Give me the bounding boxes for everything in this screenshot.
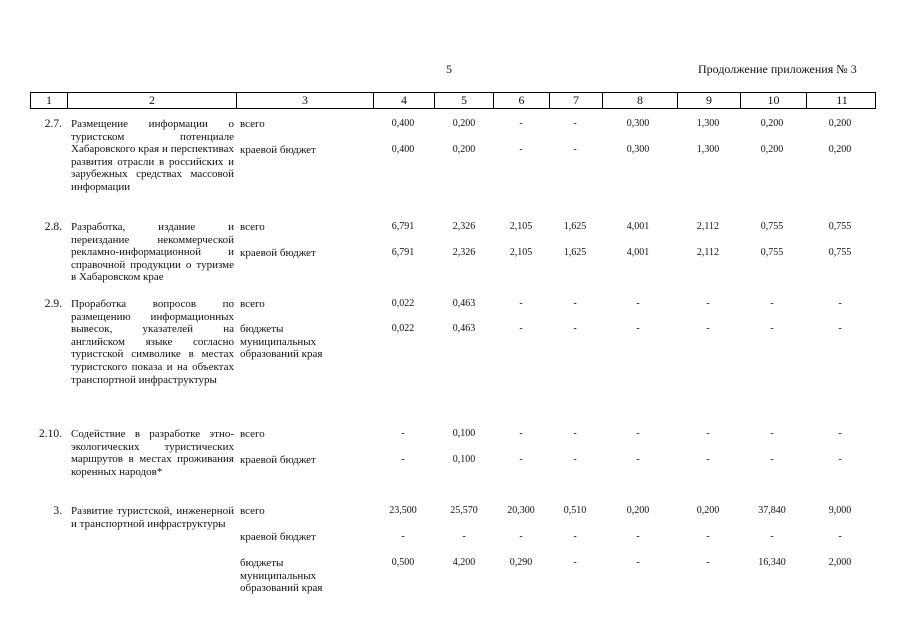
value-cell: 4,200 <box>452 557 476 568</box>
column-header-9: 9 <box>678 93 741 108</box>
value-cell: 2,112 <box>696 247 720 258</box>
continuation-title: Продолжение приложения № 3 <box>698 62 857 76</box>
value-cell: - <box>573 323 577 334</box>
value-cell: 2,105 <box>509 247 533 258</box>
row-description: Размещение информации о туристском потенциале Хабаровского края и перспективах развития отрасли в российских и зарубежных средствах массовой информации <box>71 118 234 193</box>
value-cell: 25,570 <box>450 505 478 516</box>
value-cell: - <box>636 298 640 309</box>
value-cell: - <box>706 298 710 309</box>
funding-source: краевой бюджет <box>240 247 316 259</box>
value-cell: 0,200 <box>626 505 650 516</box>
row-number: 2.7. <box>44 118 62 130</box>
value-cell: 0,200 <box>452 144 476 155</box>
value-cell: 0,100 <box>452 454 476 465</box>
value-cell: - <box>838 298 842 309</box>
row-number: 3. <box>53 505 62 517</box>
value-cell: - <box>636 428 640 439</box>
value-cell: - <box>401 454 405 465</box>
value-cell: 2,326 <box>452 247 476 258</box>
column-header-8: 8 <box>603 93 678 108</box>
funding-source: всего <box>240 428 265 440</box>
value-cell: - <box>519 298 523 309</box>
row-description: Развитие туристской, инженерной и транспортной инфраструктуры <box>71 505 234 530</box>
value-cell: 4,001 <box>626 247 650 258</box>
value-cell: - <box>573 118 577 129</box>
value-cell: 1,300 <box>696 118 720 129</box>
value-cell: - <box>519 323 523 334</box>
funding-source: всего <box>240 221 265 233</box>
value-cell: - <box>770 531 774 542</box>
value-cell: - <box>573 531 577 542</box>
value-cell: - <box>401 531 405 542</box>
value-cell: 0,755 <box>828 221 852 232</box>
value-cell: - <box>770 428 774 439</box>
funding-source: бюджеты муниципальных образований края <box>240 557 323 595</box>
table-header-row <box>30 92 876 109</box>
funding-source: бюджеты муниципальных образований края <box>240 323 323 361</box>
row-number: 2.8. <box>44 221 62 233</box>
column-header-3: 3 <box>237 93 374 108</box>
column-header-2: 2 <box>68 93 237 108</box>
value-cell: - <box>573 298 577 309</box>
value-cell: 0,755 <box>828 247 852 258</box>
value-cell: 2,112 <box>696 221 720 232</box>
row-description: Проработка вопросов по размещению информационных вывесок, указателей на английском языке согласно туристской символике в местах туристского показа и на объектах транспортной инфраструктуры <box>71 298 234 386</box>
row-number: 2.10. <box>39 428 62 440</box>
value-cell: - <box>770 323 774 334</box>
value-cell: - <box>519 531 523 542</box>
value-cell: 0,510 <box>563 505 587 516</box>
column-header-5: 5 <box>435 93 494 108</box>
value-cell: - <box>519 118 523 129</box>
value-cell: - <box>770 298 774 309</box>
row-description: Разработка, издание и переиздание некоммерческой рекламно-информационной и справочной продукции о туризме в Хабаровском крае <box>71 221 234 284</box>
value-cell: - <box>838 454 842 465</box>
value-cell: 16,340 <box>758 557 786 568</box>
value-cell: - <box>573 428 577 439</box>
value-cell: 0,290 <box>509 557 533 568</box>
value-cell: 0,400 <box>391 118 415 129</box>
value-cell: 0,300 <box>626 144 650 155</box>
value-cell: 2,000 <box>828 557 852 568</box>
funding-source: краевой бюджет <box>240 454 316 466</box>
value-cell: 2,326 <box>452 221 476 232</box>
value-cell: - <box>706 323 710 334</box>
value-cell: - <box>401 428 405 439</box>
value-cell: 0,022 <box>391 298 415 309</box>
value-cell: 0,200 <box>760 144 784 155</box>
value-cell: - <box>519 454 523 465</box>
value-cell: 0,500 <box>391 557 415 568</box>
funding-source: всего <box>240 298 265 310</box>
value-cell: - <box>706 557 710 568</box>
value-cell: - <box>838 323 842 334</box>
column-header-4: 4 <box>374 93 435 108</box>
value-cell: - <box>462 531 466 542</box>
value-cell: 1,625 <box>563 247 587 258</box>
value-cell: - <box>706 531 710 542</box>
value-cell: 23,500 <box>389 505 417 516</box>
value-cell: 0,200 <box>452 118 476 129</box>
value-cell: 0,400 <box>391 144 415 155</box>
value-cell: - <box>636 531 640 542</box>
value-cell: - <box>636 323 640 334</box>
value-cell: 6,791 <box>391 221 415 232</box>
value-cell: - <box>573 454 577 465</box>
value-cell: - <box>519 428 523 439</box>
value-cell: 0,200 <box>828 118 852 129</box>
value-cell: 0,200 <box>828 144 852 155</box>
value-cell: - <box>573 557 577 568</box>
value-cell: 0,300 <box>626 118 650 129</box>
value-cell: 9,000 <box>828 505 852 516</box>
value-cell: 0,463 <box>452 298 476 309</box>
value-cell: - <box>706 454 710 465</box>
column-header-6: 6 <box>494 93 550 108</box>
column-header-11: 11 <box>836 93 848 107</box>
page-number: 5 <box>446 62 452 76</box>
column-header-10: 10 <box>741 93 807 108</box>
funding-source: всего <box>240 118 265 130</box>
funding-source: краевой бюджет <box>240 531 316 543</box>
value-cell: 4,001 <box>626 221 650 232</box>
value-cell: - <box>838 428 842 439</box>
value-cell: 0,755 <box>760 221 784 232</box>
value-cell: - <box>573 144 577 155</box>
value-cell: 6,791 <box>391 247 415 258</box>
funding-source: всего <box>240 505 265 517</box>
value-cell: 0,022 <box>391 323 415 334</box>
column-header-1: 1 <box>31 93 68 108</box>
value-cell: - <box>519 144 523 155</box>
value-cell: - <box>706 428 710 439</box>
value-cell: 37,840 <box>758 505 786 516</box>
row-number: 2.9. <box>44 298 62 310</box>
value-cell: 1,625 <box>563 221 587 232</box>
value-cell: 0,200 <box>760 118 784 129</box>
funding-source: краевой бюджет <box>240 144 316 156</box>
value-cell: 0,755 <box>760 247 784 258</box>
column-header-7: 7 <box>550 93 603 108</box>
value-cell: 1,300 <box>696 144 720 155</box>
value-cell: 20,300 <box>507 505 535 516</box>
value-cell: - <box>838 531 842 542</box>
value-cell: - <box>636 454 640 465</box>
value-cell: - <box>770 454 774 465</box>
value-cell: 0,200 <box>696 505 720 516</box>
value-cell: - <box>636 557 640 568</box>
value-cell: 0,100 <box>452 428 476 439</box>
value-cell: 2,105 <box>509 221 533 232</box>
row-description: Содействие в разработке этно-экологических туристических маршрутов в местах проживания коренных народов* <box>71 428 234 478</box>
value-cell: 0,463 <box>452 323 476 334</box>
